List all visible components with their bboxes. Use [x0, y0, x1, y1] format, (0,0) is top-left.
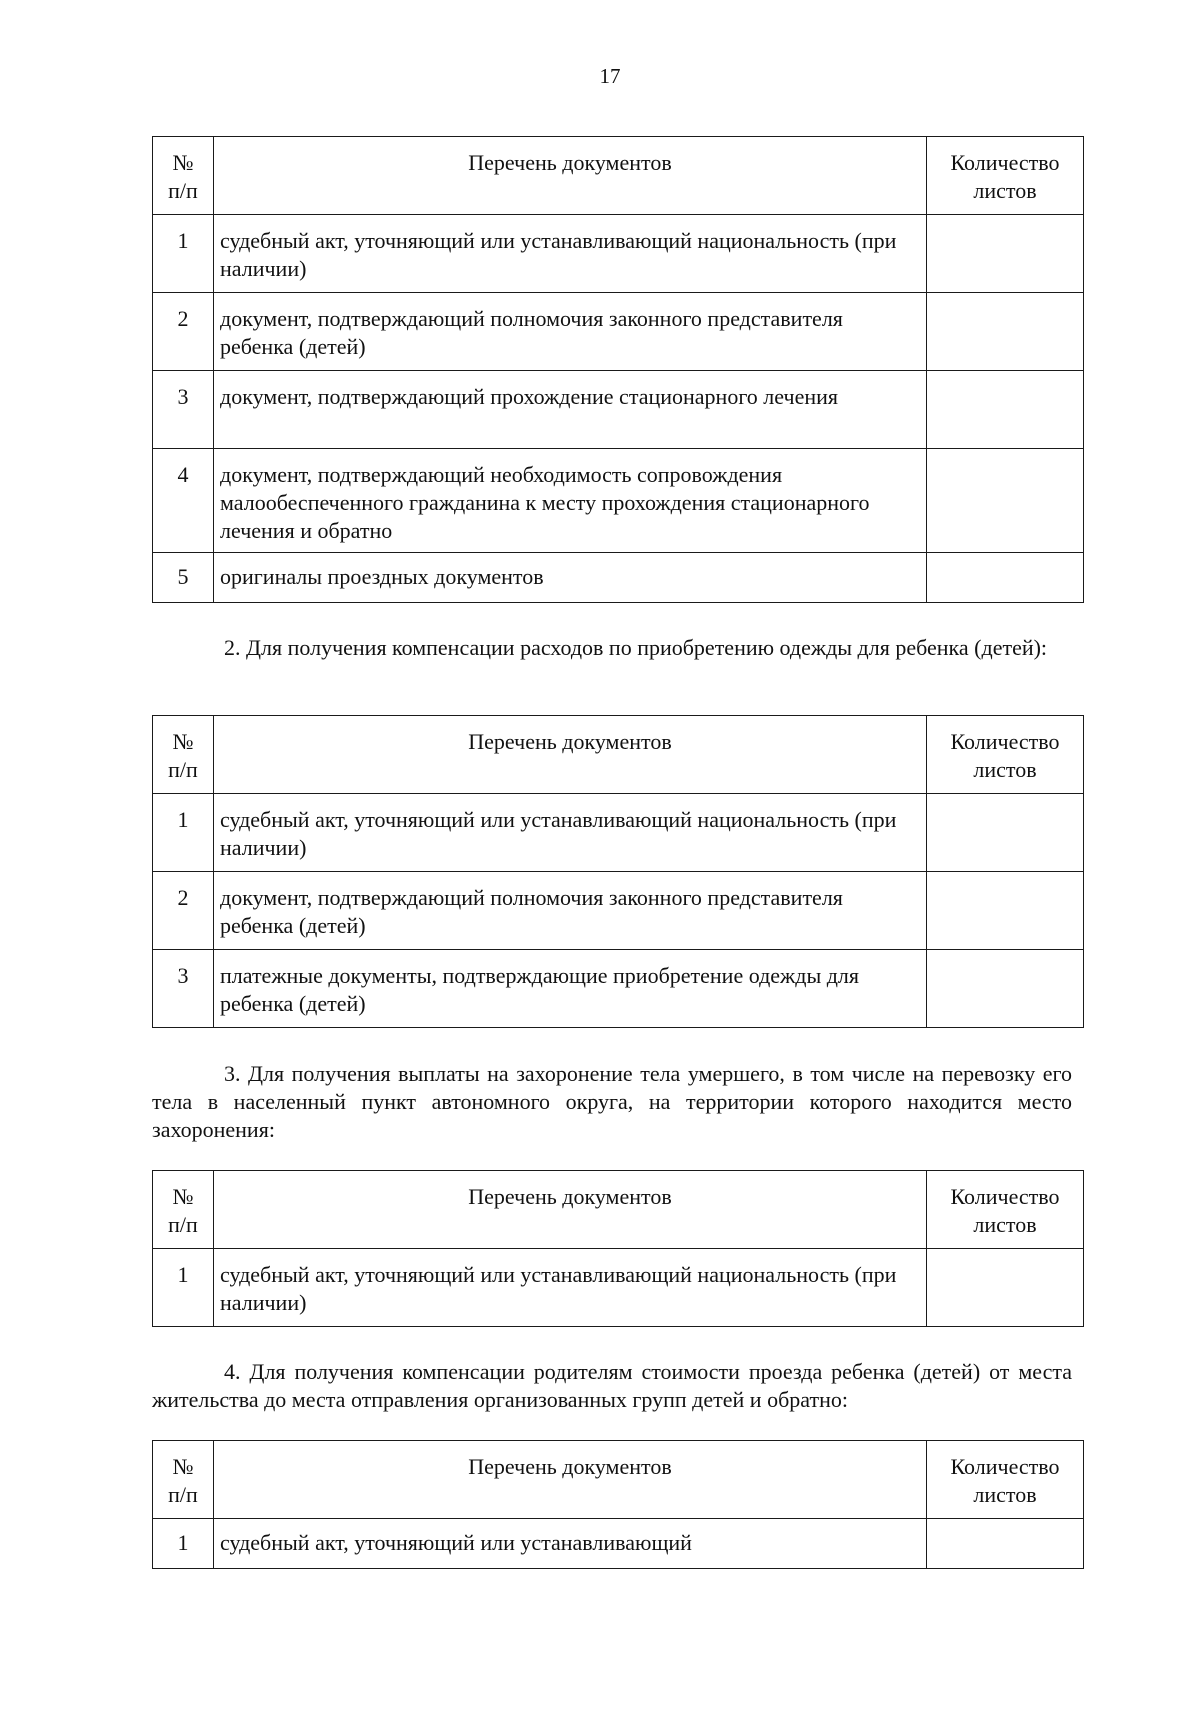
- documents-table-1: [152, 136, 1084, 603]
- header-number: № п/п: [153, 1171, 214, 1249]
- row-quantity-cell[interactable]: [927, 215, 1084, 293]
- section-2-heading: 2. Для получения компенсации расходов по приобретению одежды для ребенка (детей):: [224, 635, 1048, 660]
- row-quantity-cell[interactable]: [927, 293, 1084, 371]
- row-quantity-cell[interactable]: [927, 1249, 1084, 1327]
- table-header-row: [153, 1171, 1084, 1249]
- table-row: [153, 293, 1084, 371]
- table-header-row: [153, 137, 1084, 215]
- header-quantity: Количество листов: [927, 716, 1084, 794]
- row-quantity-cell[interactable]: [927, 449, 1084, 553]
- table-row: [153, 215, 1084, 293]
- documents-table-4: [152, 1440, 1084, 1569]
- table-row: [153, 553, 1084, 603]
- section-3-heading: 3. Для получения выплаты на захоронение тела умершего, в том числе на перевозку его тела в населенный пункт автономного округа, на территории которого находится место захоронения:: [152, 1061, 1072, 1142]
- section-4-heading: 4. Для получения компенсации родителям стоимости проезда ребенка (детей) от места жительства до места отправления организованных групп детей и обратно:: [152, 1359, 1072, 1412]
- header-number: № п/п: [153, 716, 214, 794]
- row-quantity-cell[interactable]: [927, 794, 1084, 872]
- header-number: № п/п: [153, 1441, 214, 1519]
- header-documents: Перечень документов: [214, 716, 927, 794]
- table-row: [153, 872, 1084, 950]
- row-quantity-cell[interactable]: [927, 950, 1084, 1028]
- row-number: 1: [153, 215, 214, 293]
- table-row: [153, 1249, 1084, 1327]
- table-row: [153, 371, 1084, 449]
- row-number: 2: [153, 293, 214, 371]
- row-number: 1: [153, 794, 214, 872]
- row-quantity-cell[interactable]: [927, 1519, 1084, 1569]
- row-number: 5: [153, 553, 214, 603]
- row-quantity-cell[interactable]: [927, 553, 1084, 603]
- row-number: 4: [153, 449, 214, 553]
- table-header-row: [153, 1441, 1084, 1519]
- row-number: 3: [153, 371, 214, 449]
- header-quantity: Количество листов: [927, 1441, 1084, 1519]
- table-row: [153, 950, 1084, 1028]
- row-quantity-cell[interactable]: [927, 872, 1084, 950]
- header-documents: Перечень документов: [214, 1171, 927, 1249]
- table-row: [153, 449, 1084, 553]
- row-document: судебный акт, уточняющий или устанавливающий национальность (при наличии): [214, 1249, 927, 1327]
- row-number: 1: [153, 1249, 214, 1327]
- row-document: документ, подтверждающий полномочия законного представителя ребенка (детей): [214, 293, 927, 371]
- row-number: 1: [153, 1519, 214, 1569]
- header-documents: Перечень документов: [214, 137, 927, 215]
- table-row: [153, 794, 1084, 872]
- row-number: 3: [153, 950, 214, 1028]
- documents-table-2: [152, 715, 1084, 1028]
- table-header-row: [153, 716, 1084, 794]
- page-number: 17: [599, 64, 621, 88]
- row-document: платежные документы, подтверждающие приобретение одежды для ребенка (детей): [214, 950, 927, 1028]
- row-quantity-cell[interactable]: [927, 371, 1084, 449]
- documents-table-3: [152, 1170, 1084, 1327]
- row-document: судебный акт, уточняющий или устанавливающий национальность (при наличии): [214, 215, 927, 293]
- row-number: 2: [153, 872, 214, 950]
- header-quantity: Количество листов: [927, 1171, 1084, 1249]
- row-document: судебный акт, уточняющий или устанавливающий национальность (при наличии): [214, 794, 927, 872]
- header-documents: Перечень документов: [214, 1441, 927, 1519]
- table-row: [153, 1519, 1084, 1569]
- row-document: документ, подтверждающий прохождение стационарного лечения: [214, 371, 927, 449]
- row-document: оригиналы проездных документов: [214, 553, 927, 603]
- row-document: документ, подтверждающий необходимость сопровождения малообеспеченного гражданина к месту прохождения стационарного лечения и обратно: [214, 449, 927, 553]
- header-number: № п/п: [153, 137, 214, 215]
- header-quantity: Количество листов: [927, 137, 1084, 215]
- row-document: документ, подтверждающий полномочия законного представителя ребенка (детей): [214, 872, 927, 950]
- row-document: судебный акт, уточняющий или устанавливающий: [214, 1519, 927, 1569]
